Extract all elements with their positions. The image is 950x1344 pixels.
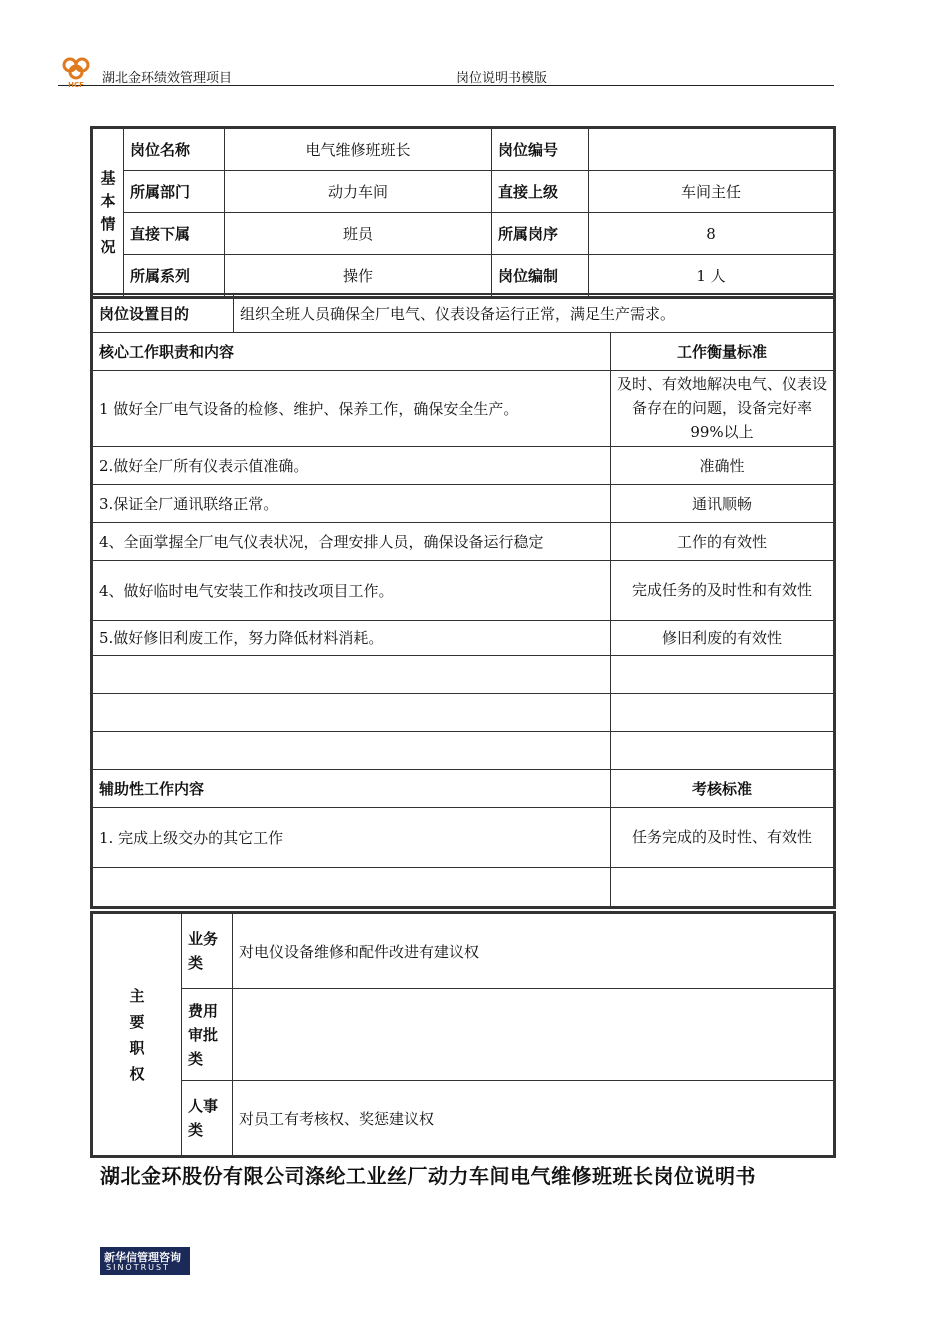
label-position-code: 岗位编号 [492,128,589,171]
empty-row [92,731,835,769]
standard-cell: 通讯顺畅 [611,484,835,522]
core-header-left: 核心工作职责和内容 [92,332,611,370]
value-subordinates: 班员 [225,213,492,255]
empty-row [92,693,835,731]
table-row [92,446,835,484]
value-position-name: 电气维修班班长 [225,128,492,171]
authority-value-personnel: 对员工有考核权、奖惩建议权 [233,1081,835,1157]
authority-table [90,911,836,1158]
label-subordinates: 直接下属 [124,213,225,255]
authority-label-personnel: 人事类 [182,1081,233,1157]
authority-label-expense: 费用审批类 [182,989,233,1081]
table-row [92,560,835,620]
duty-cell: 3.保证全厂通讯联络正常。 [92,484,611,522]
core-header-right: 工作衡量标准 [611,332,835,370]
page-header [58,55,834,89]
standard-cell: 修旧利废的有效性 [611,620,835,655]
table-row [92,484,835,522]
label-department: 所属部门 [124,171,225,213]
label-supervisor: 直接上级 [492,171,589,213]
duty-cell: 4、做好临时电气安装工作和技改项目工作。 [92,560,611,620]
label-series: 所属系列 [124,255,225,298]
badge-cn: 新华信管理咨询 [104,1251,181,1264]
aux-duty-cell: 1. 完成上级交办的其它工作 [92,807,611,867]
table-row [92,522,835,560]
authority-label-business: 业务类 [182,913,233,989]
header-doc-type: 岗位说明书模版 [456,71,548,86]
label-headcount: 岗位编制 [492,255,589,298]
document-title: 湖北金环股份有限公司涤纶工业丝厂动力车间电气维修班班长岗位说明书 [100,1164,756,1188]
duty-cell: 4、全面掌握全厂电气仪表状况，合理安排人员，确保设备运行稳定 [92,522,611,560]
duty-cell: 2.做好全厂所有仪表示值准确。 [92,446,611,484]
label-purpose: 岗位设置目的 [92,294,234,332]
header-project: 湖北金环绩效管理项目 [102,71,233,86]
value-series: 操作 [225,255,492,298]
company-logo-icon [58,55,94,89]
logo-text: HCF [68,81,84,89]
table-row [92,620,835,655]
duty-cell: 1 做好全厂电气设备的检修、维护、保养工作，确保安全生产。 [92,370,611,446]
authority-value-business: 对电仪设备维修和配件改进有建议权 [233,913,835,989]
duty-cell: 5.做好修旧利废工作，努力降低材料消耗。 [92,620,611,655]
value-position-code [589,128,835,171]
standard-cell: 工作的有效性 [611,522,835,560]
badge-en: SINOTRUST [106,1263,170,1272]
duties-table [90,293,836,909]
authority-section-label: 主 要 职 权 [92,913,182,1157]
empty-row [92,655,835,693]
empty-row [92,867,835,907]
value-department: 动力车间 [225,171,492,213]
table-row [92,370,835,446]
value-headcount: 1 人 [589,255,835,298]
standard-cell: 准确性 [611,446,835,484]
aux-header-right: 考核标准 [611,769,835,807]
value-supervisor: 车间主任 [589,171,835,213]
table-row [92,807,835,867]
aux-header-left: 辅助性工作内容 [92,769,611,807]
value-purpose: 组织全班人员确保全厂电气、仪表设备运行正常，满足生产需求。 [234,294,835,332]
standard-cell: 完成任务的及时性和有效性 [611,560,835,620]
value-rank: 8 [589,213,835,255]
consultancy-badge [100,1247,190,1275]
label-rank: 所属岗序 [492,213,589,255]
basic-info-table [90,126,836,299]
aux-standard-cell: 任务完成的及时性、有效性 [611,807,835,867]
standard-cell: 及时、有效地解决电气、仪表设备存在的问题，设备完好率 99%以上 [611,370,835,446]
authority-value-expense [233,989,835,1081]
basic-section-label: 基 本 情 况 [92,128,124,298]
label-position-name: 岗位名称 [124,128,225,171]
